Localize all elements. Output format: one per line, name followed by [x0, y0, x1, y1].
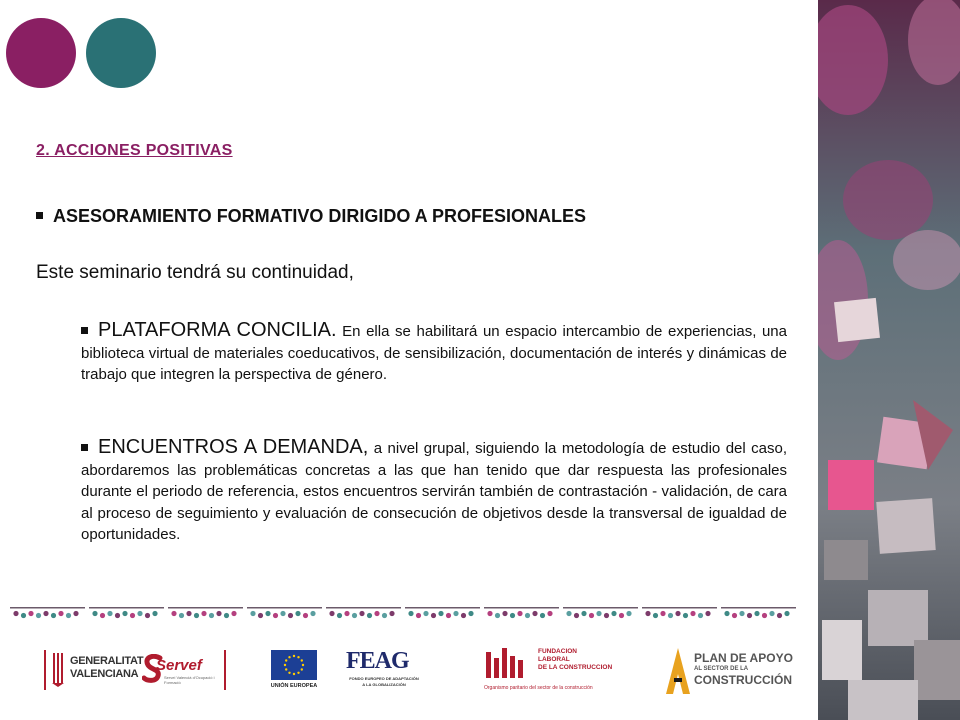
- main-bullet: [36, 206, 586, 227]
- eu-flag-icon: [271, 650, 317, 680]
- gva-line-2: VALENCIANA: [70, 668, 139, 680]
- flc-line-1: FUNDACION: [538, 648, 577, 655]
- feag-logo: [340, 648, 426, 692]
- square-bullet-icon: [81, 444, 88, 451]
- plan-apoyo-logo: [666, 648, 796, 696]
- item-paragraph: [81, 437, 787, 546]
- gva-logo: [52, 652, 144, 688]
- flc-logo: [484, 646, 624, 696]
- flc-bars-icon: [484, 648, 534, 678]
- plan-line-2: AL SECTOR DE LA: [694, 666, 749, 672]
- feag-wordmark: FEAG: [346, 648, 409, 674]
- item-paragraph: [81, 320, 787, 386]
- main-bullet-text: ASESORAMIENTO FORMATIVO DIRIGIDO A PROFESIONALES: [53, 206, 587, 226]
- servef-subtitle: Servei Valencià d'Ocupació i Formació: [164, 675, 215, 685]
- gva-shield-icon: [52, 653, 66, 687]
- section-title: 2. ACCIONES POSITIVAS: [36, 142, 233, 159]
- eu-logo: [268, 650, 320, 692]
- square-bullet-icon: [36, 212, 43, 219]
- feag-sub-line-2: A LA GLOBALIZACIÓN: [362, 681, 406, 687]
- intro-text: Este seminario tendrá su continuidad,: [36, 262, 354, 283]
- plan-line-3: CONSTRUCCIÓN: [694, 673, 792, 687]
- decorative-photo-panel: [818, 0, 960, 720]
- servef-wordmark: Servef: [156, 657, 202, 674]
- footer-separator: [44, 650, 46, 690]
- square-bullet-icon: [81, 327, 88, 334]
- flc-line-2: LABORAL: [538, 656, 570, 663]
- item-body: a nivel grupal, siguiendo la metodología de estudio del caso, abordaremos las problemáticas concretas a las que han tenido que dar respuesta las profesionales durante el periodo de referencia, estos encuentros servirán también de contrastación - validación, de cara al proceso de seguimiento y evaluación de consecución de objetivos desde la transversal de igualdad de oportunidades.: [81, 440, 787, 543]
- teal-circle: [86, 18, 156, 88]
- item-body: En ella se habilitará un espacio intercambio de experiencias, una biblioteca virtual de materiales coeducativos, de sensibilización, documentación de interés y dinámicas de trabajo que integren la perspectiva de género.: [81, 323, 787, 383]
- plan-apoyo-a-icon: [666, 648, 690, 694]
- magenta-circle: [6, 18, 76, 88]
- servef-logo: [142, 654, 218, 688]
- item-lead: ENCUENTROS A DEMANDA,: [98, 436, 369, 458]
- footer-separator: [224, 650, 226, 690]
- flc-line-3: DE LA CONSTRUCCION: [538, 664, 613, 671]
- decorative-divider: [8, 606, 798, 620]
- eu-caption: UNIÓN EUROPEA: [270, 683, 318, 689]
- item-lead: PLATAFORMA CONCILIA.: [98, 319, 337, 341]
- plan-line-1: PLAN DE APOYO: [694, 651, 793, 665]
- flc-subtitle: Organismo paritario del sector de la construcción: [484, 685, 593, 691]
- gva-line-1: GENERALITAT: [70, 655, 144, 667]
- feag-sub-line-1: FONDO EUROPEO DE ADAPTACIÓN: [349, 676, 419, 681]
